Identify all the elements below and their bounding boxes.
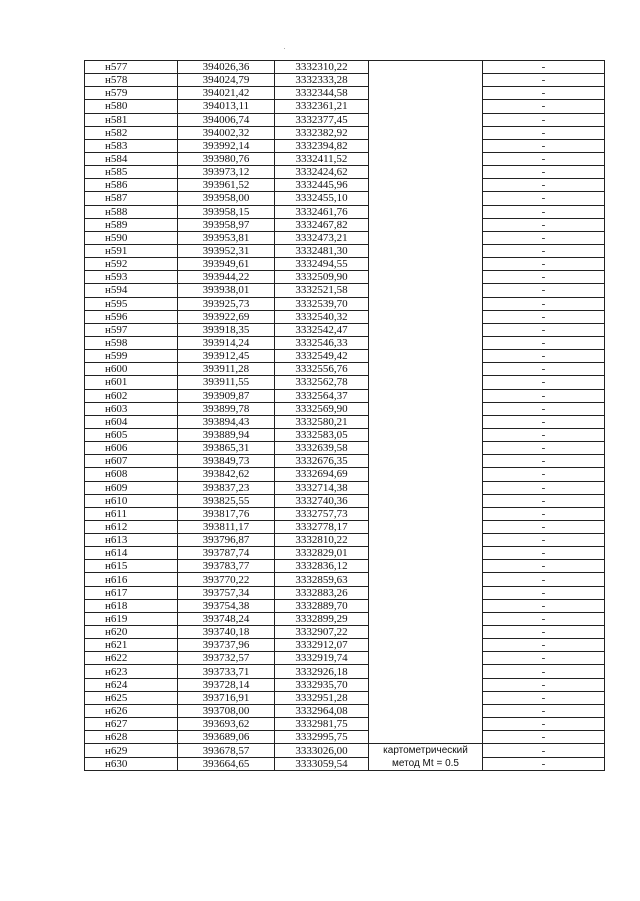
table-row [85,704,605,717]
dash-cell: - [483,665,605,678]
table-row [85,481,605,494]
point-name-cell: н620 [85,626,178,639]
table-row [85,74,605,87]
point-name-cell: н628 [85,731,178,744]
point-name-cell: н589 [85,218,178,231]
y-coordinate-cell: 3332810,22 [275,534,369,547]
table-row [85,468,605,481]
x-coordinate-cell: 393837,23 [178,481,275,494]
point-name-cell: н622 [85,652,178,665]
table-row [85,665,605,678]
y-coordinate-cell: 3332907,22 [275,626,369,639]
x-coordinate-cell: 393732,57 [178,652,275,665]
point-name-cell: н597 [85,323,178,336]
y-coordinate-cell: 3332778,17 [275,520,369,533]
point-name-cell: н594 [85,284,178,297]
x-coordinate-cell: 393973,12 [178,166,275,179]
x-coordinate-cell: 393911,28 [178,363,275,376]
table-row [85,271,605,284]
table-row [85,612,605,625]
point-name-cell: н581 [85,113,178,126]
dash-cell: - [483,678,605,691]
y-coordinate-cell: 3332461,76 [275,205,369,218]
table-row [85,586,605,599]
dash-cell: - [483,415,605,428]
table-row [85,192,605,205]
dash-cell: - [483,126,605,139]
dash-cell: - [483,87,605,100]
y-coordinate-cell: 3332829,01 [275,547,369,560]
point-name-cell: н611 [85,507,178,520]
x-coordinate-cell: 393811,17 [178,520,275,533]
point-name-cell: н599 [85,350,178,363]
x-coordinate-cell: 394013,11 [178,100,275,113]
dash-cell: - [483,402,605,415]
dash-cell: - [483,718,605,731]
point-name-cell: н623 [85,665,178,678]
y-coordinate-cell: 3332757,73 [275,507,369,520]
table-row [85,626,605,639]
x-coordinate-cell: 393849,73 [178,455,275,468]
y-coordinate-cell: 3332411,52 [275,152,369,165]
table-row [85,678,605,691]
x-coordinate-cell: 393783,77 [178,560,275,573]
dash-cell: - [483,244,605,257]
dash-cell: - [483,520,605,533]
x-coordinate-cell: 393733,71 [178,665,275,678]
y-coordinate-cell: 3332540,32 [275,310,369,323]
x-coordinate-cell: 393770,22 [178,573,275,586]
table-row [85,100,605,113]
x-coordinate-cell: 393740,18 [178,626,275,639]
table-row [85,179,605,192]
point-name-cell: н600 [85,363,178,376]
point-name-cell: н608 [85,468,178,481]
dash-cell: - [483,336,605,349]
y-coordinate-cell: 3332546,33 [275,336,369,349]
x-coordinate-cell: 393737,96 [178,639,275,652]
point-name-cell: н605 [85,428,178,441]
point-name-cell: н603 [85,402,178,415]
table-row [85,350,605,363]
dash-cell: - [483,376,605,389]
y-coordinate-cell: 3332564,37 [275,389,369,402]
y-coordinate-cell: 3332935,70 [275,678,369,691]
x-coordinate-cell: 393757,34 [178,586,275,599]
y-coordinate-cell: 3332361,21 [275,100,369,113]
dash-cell: - [483,258,605,271]
x-coordinate-cell: 393664,65 [178,757,275,771]
x-coordinate-cell: 393754,38 [178,599,275,612]
dash-cell: - [483,389,605,402]
dash-cell: - [483,626,605,639]
x-coordinate-cell: 393865,31 [178,442,275,455]
x-coordinate-cell: 393922,69 [178,310,275,323]
point-name-cell: н596 [85,310,178,323]
y-coordinate-cell: 3332382,92 [275,126,369,139]
x-coordinate-cell: 393958,00 [178,192,275,205]
point-name-cell: н610 [85,494,178,507]
y-coordinate-cell: 3332919,74 [275,652,369,665]
dash-cell: - [483,704,605,717]
dash-cell: - [483,205,605,218]
table-row [85,113,605,126]
point-name-cell: н586 [85,179,178,192]
dash-cell: - [483,350,605,363]
dash-cell: - [483,166,605,179]
x-coordinate-cell: 393952,31 [178,244,275,257]
dash-cell: - [483,534,605,547]
point-name-cell: н587 [85,192,178,205]
y-coordinate-cell: 3332912,07 [275,639,369,652]
table-row [85,310,605,323]
y-coordinate-cell: 3332569,90 [275,402,369,415]
x-coordinate-cell: 393796,87 [178,534,275,547]
scan-speck [284,48,285,49]
table-row [85,455,605,468]
dash-cell: - [483,494,605,507]
point-name-cell: н595 [85,297,178,310]
y-coordinate-cell: 3332676,35 [275,455,369,468]
y-coordinate-cell: 3332995,75 [275,731,369,744]
point-name-cell: н616 [85,573,178,586]
x-coordinate-cell: 393909,87 [178,389,275,402]
x-coordinate-cell: 393918,35 [178,323,275,336]
x-coordinate-cell: 393914,24 [178,336,275,349]
dash-cell: - [483,323,605,336]
method-empty-cell [369,61,483,744]
coordinates-table-body [85,61,605,771]
point-name-cell: н613 [85,534,178,547]
x-coordinate-cell: 393958,15 [178,205,275,218]
dash-cell: - [483,757,605,771]
x-coordinate-cell: 394024,79 [178,74,275,87]
point-name-cell: н626 [85,704,178,717]
point-name-cell: н629 [85,744,178,758]
dash-cell: - [483,74,605,87]
y-coordinate-cell: 3332714,38 [275,481,369,494]
dash-cell: - [483,744,605,758]
y-coordinate-cell: 3332889,70 [275,599,369,612]
point-name-cell: н614 [85,547,178,560]
dash-cell: - [483,152,605,165]
table-row [85,560,605,573]
dash-cell: - [483,218,605,231]
y-coordinate-cell: 3332424,62 [275,166,369,179]
dash-cell: - [483,100,605,113]
x-coordinate-cell: 393889,94 [178,428,275,441]
y-coordinate-cell: 3332445,96 [275,179,369,192]
y-coordinate-cell: 3332542,47 [275,323,369,336]
y-coordinate-cell: 3333026,00 [275,744,369,758]
dash-cell: - [483,691,605,704]
y-coordinate-cell: 3333059,54 [275,757,369,771]
x-coordinate-cell: 393787,74 [178,547,275,560]
y-coordinate-cell: 3332964,08 [275,704,369,717]
point-name-cell: н591 [85,244,178,257]
table-row [85,218,605,231]
coordinates-table [84,60,605,771]
dash-cell: - [483,560,605,573]
table-row [85,258,605,271]
y-coordinate-cell: 3332981,75 [275,718,369,731]
table-row [85,534,605,547]
table-row [85,139,605,152]
y-coordinate-cell: 3332583,05 [275,428,369,441]
table-row [85,284,605,297]
y-coordinate-cell: 3332899,29 [275,612,369,625]
y-coordinate-cell: 3332481,30 [275,244,369,257]
table-row [85,494,605,507]
point-name-cell: н578 [85,74,178,87]
y-coordinate-cell: 3332740,36 [275,494,369,507]
dash-cell: - [483,639,605,652]
dash-cell: - [483,586,605,599]
table-row [85,231,605,244]
y-coordinate-cell: 3332951,28 [275,691,369,704]
y-coordinate-cell: 3332639,58 [275,442,369,455]
x-coordinate-cell: 393689,06 [178,731,275,744]
x-coordinate-cell: 393958,97 [178,218,275,231]
y-coordinate-cell: 3332926,18 [275,665,369,678]
x-coordinate-cell: 393912,45 [178,350,275,363]
point-name-cell: н590 [85,231,178,244]
y-coordinate-cell: 3332694,69 [275,468,369,481]
table-row [85,389,605,402]
y-coordinate-cell: 3332310,22 [275,61,369,74]
dash-cell: - [483,231,605,244]
x-coordinate-cell: 394002,32 [178,126,275,139]
x-coordinate-cell: 393693,62 [178,718,275,731]
y-coordinate-cell: 3332455,10 [275,192,369,205]
x-coordinate-cell: 393961,52 [178,179,275,192]
x-coordinate-cell: 393944,22 [178,271,275,284]
x-coordinate-cell: 394021,42 [178,87,275,100]
point-name-cell: н584 [85,152,178,165]
point-name-cell: н619 [85,612,178,625]
y-coordinate-cell: 3332473,21 [275,231,369,244]
x-coordinate-cell: 393953,81 [178,231,275,244]
table-row [85,507,605,520]
table-row [85,415,605,428]
y-coordinate-cell: 3332521,58 [275,284,369,297]
point-name-cell: н579 [85,87,178,100]
dash-cell: - [483,310,605,323]
dash-cell: - [483,481,605,494]
point-name-cell: н625 [85,691,178,704]
table-row [85,376,605,389]
point-name-cell: н588 [85,205,178,218]
dash-cell: - [483,547,605,560]
dash-cell: - [483,179,605,192]
dash-cell: - [483,573,605,586]
dash-cell: - [483,363,605,376]
point-name-cell: н580 [85,100,178,113]
point-name-cell: н609 [85,481,178,494]
table-row [85,61,605,74]
y-coordinate-cell: 3332556,76 [275,363,369,376]
point-name-cell: н577 [85,61,178,74]
point-name-cell: н582 [85,126,178,139]
table-row [85,205,605,218]
table-row [85,87,605,100]
x-coordinate-cell: 393728,14 [178,678,275,691]
x-coordinate-cell: 393938,01 [178,284,275,297]
x-coordinate-cell: 394006,74 [178,113,275,126]
point-name-cell: н621 [85,639,178,652]
point-name-cell: н606 [85,442,178,455]
point-name-cell: н624 [85,678,178,691]
x-coordinate-cell: 393716,91 [178,691,275,704]
x-coordinate-cell: 393817,76 [178,507,275,520]
x-coordinate-cell: 393825,55 [178,494,275,507]
table-row [85,166,605,179]
dash-cell: - [483,284,605,297]
x-coordinate-cell: 393894,43 [178,415,275,428]
table-row [85,297,605,310]
table-row [85,428,605,441]
y-coordinate-cell: 3332333,28 [275,74,369,87]
point-name-cell: н604 [85,415,178,428]
dash-cell: - [483,61,605,74]
point-name-cell: н627 [85,718,178,731]
point-name-cell: н602 [85,389,178,402]
x-coordinate-cell: 393748,24 [178,612,275,625]
y-coordinate-cell: 3332394,82 [275,139,369,152]
dash-cell: - [483,442,605,455]
x-coordinate-cell: 393980,76 [178,152,275,165]
point-name-cell: н598 [85,336,178,349]
y-coordinate-cell: 3332836,12 [275,560,369,573]
y-coordinate-cell: 3332549,42 [275,350,369,363]
point-name-cell: н618 [85,599,178,612]
dash-cell: - [483,455,605,468]
dash-cell: - [483,428,605,441]
table-row [85,731,605,744]
table-row [85,744,605,758]
table-row [85,244,605,257]
table-row [85,336,605,349]
y-coordinate-cell: 3332539,70 [275,297,369,310]
table-row [85,442,605,455]
dash-cell: - [483,271,605,284]
point-name-cell: н617 [85,586,178,599]
table-row [85,691,605,704]
x-coordinate-cell: 393949,61 [178,258,275,271]
method-name-text: картометрический [383,745,468,757]
table-row [85,599,605,612]
y-coordinate-cell: 3332580,21 [275,415,369,428]
dash-cell: - [483,731,605,744]
table-row [85,573,605,586]
y-coordinate-cell: 3332562,78 [275,376,369,389]
point-name-cell: н583 [85,139,178,152]
dash-cell: - [483,612,605,625]
point-name-cell: н601 [85,376,178,389]
x-coordinate-cell: 393992,14 [178,139,275,152]
point-name-cell: н630 [85,757,178,771]
dash-cell: - [483,652,605,665]
y-coordinate-cell: 3332509,90 [275,271,369,284]
dash-cell: - [483,113,605,126]
y-coordinate-cell: 3332883,26 [275,586,369,599]
point-name-cell: н593 [85,271,178,284]
y-coordinate-cell: 3332494,55 [275,258,369,271]
y-coordinate-cell: 3332467,82 [275,218,369,231]
x-coordinate-cell: 393899,78 [178,402,275,415]
table-row [85,757,605,771]
table-row [85,363,605,376]
x-coordinate-cell: 393842,62 [178,468,275,481]
point-name-cell: н612 [85,520,178,533]
y-coordinate-cell: 3332377,45 [275,113,369,126]
point-name-cell: н607 [85,455,178,468]
table-row [85,126,605,139]
x-coordinate-cell: 393678,57 [178,744,275,758]
x-coordinate-cell: 393925,73 [178,297,275,310]
x-coordinate-cell: 394026,36 [178,61,275,74]
point-name-cell: н592 [85,258,178,271]
y-coordinate-cell: 3332344,58 [275,87,369,100]
y-coordinate-cell: 3332859,63 [275,573,369,586]
dash-cell: - [483,468,605,481]
x-coordinate-cell: 393708,00 [178,704,275,717]
table-row [85,402,605,415]
table-row [85,652,605,665]
point-name-cell: н585 [85,166,178,179]
method-accuracy-text: метод Mt = 0.5 [392,758,459,770]
point-name-cell: н615 [85,560,178,573]
dash-cell: - [483,297,605,310]
dash-cell: - [483,507,605,520]
x-coordinate-cell: 393911,55 [178,376,275,389]
dash-cell: - [483,599,605,612]
table-row [85,520,605,533]
table-row [85,718,605,731]
dash-cell: - [483,192,605,205]
table-row [85,639,605,652]
table-row [85,152,605,165]
method-cell [369,744,483,771]
table-row [85,323,605,336]
table-row [85,547,605,560]
dash-cell: - [483,139,605,152]
